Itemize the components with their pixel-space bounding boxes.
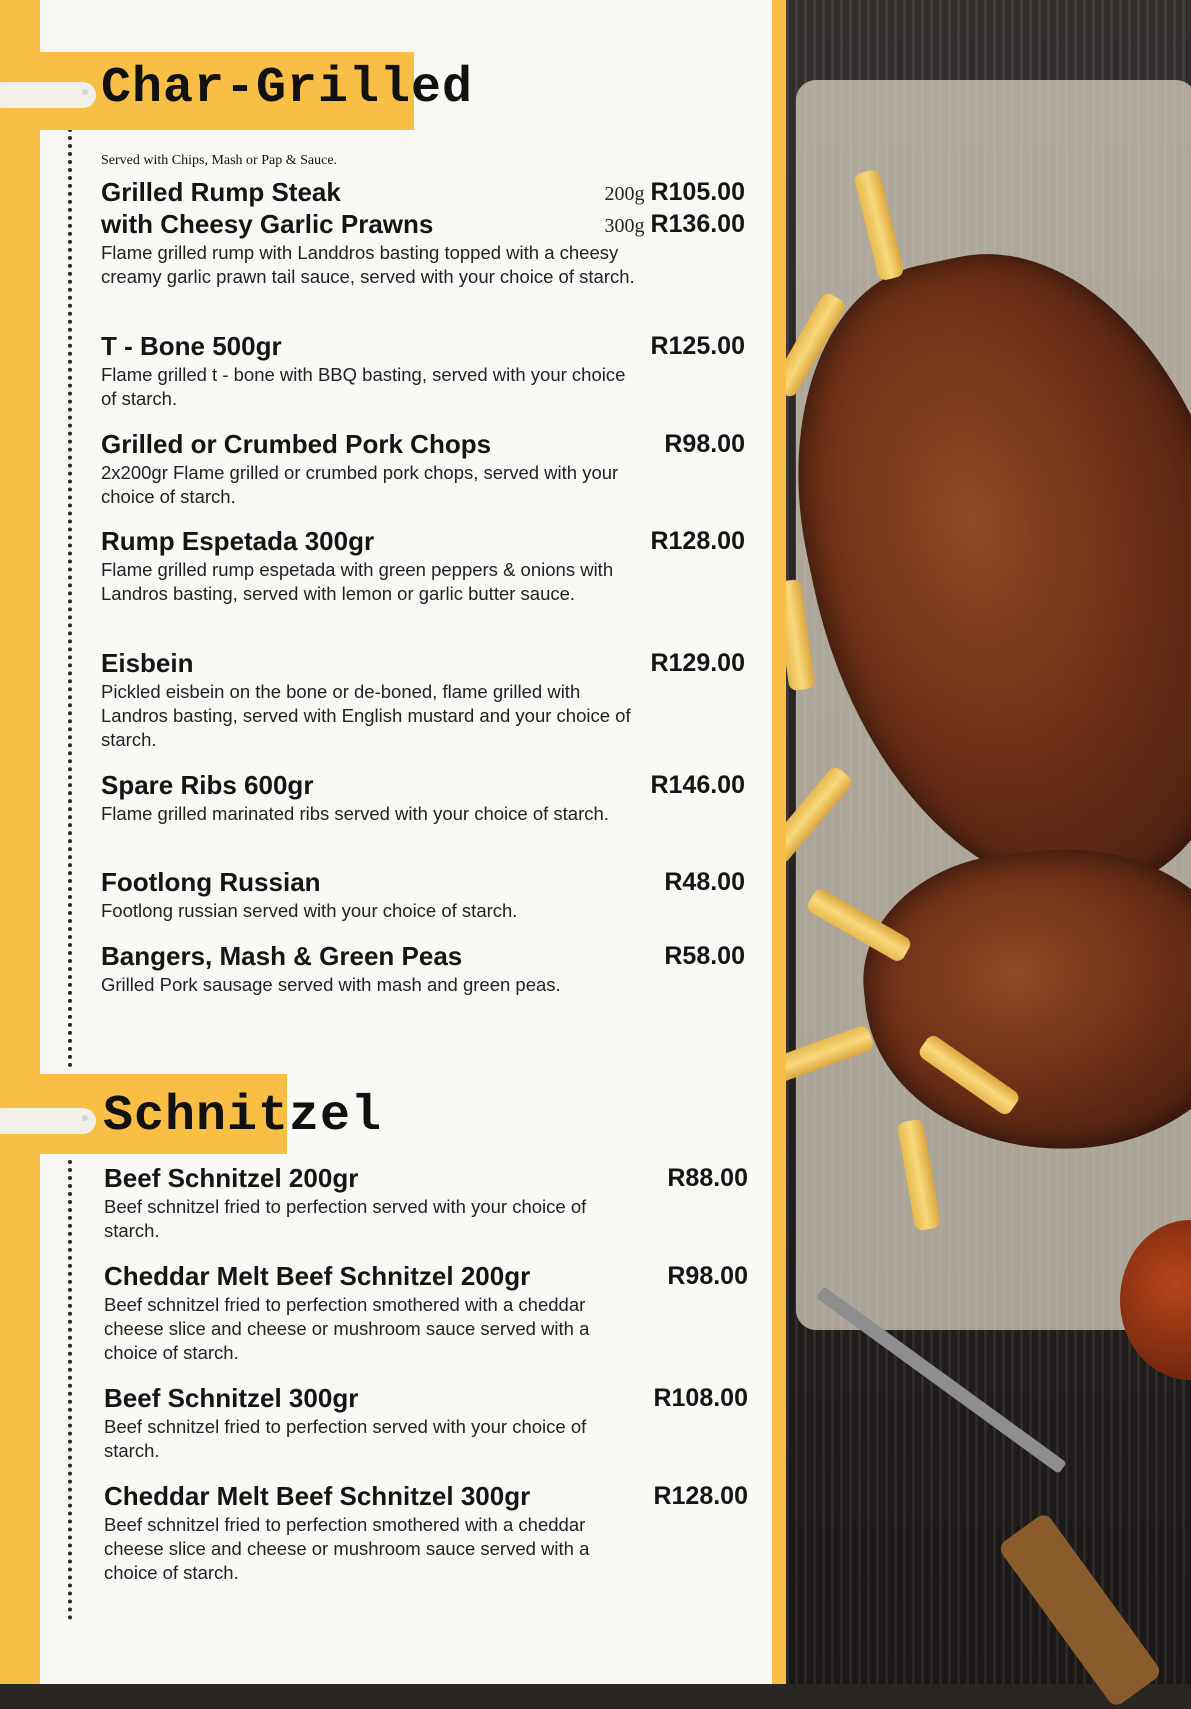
menu-item bbox=[101, 428, 745, 509]
ribs-photo bbox=[786, 0, 1191, 1684]
item-name: Beef Schnitzel 200gr bbox=[104, 1163, 359, 1193]
item-description: Beef schnitzel fried to perfection served with your choice of starch. bbox=[104, 1196, 587, 1241]
menu-item bbox=[101, 866, 745, 923]
menu-item bbox=[101, 769, 745, 826]
menu-item bbox=[101, 647, 745, 752]
item-weight: 200g bbox=[604, 183, 645, 205]
item-name: Eisbein bbox=[101, 648, 194, 678]
section-title: Char-Grilled bbox=[101, 60, 474, 117]
item-price: R128.00 bbox=[653, 1482, 748, 1510]
item-name: Cheddar Melt Beef Schnitzel 300gr bbox=[104, 1481, 531, 1511]
item-price: R146.00 bbox=[650, 771, 745, 799]
item-price: R98.00 bbox=[664, 430, 745, 458]
menu-item bbox=[101, 330, 745, 411]
item-price: R48.00 bbox=[664, 868, 745, 896]
item-price bbox=[604, 208, 745, 242]
price-value: R105.00 bbox=[650, 178, 745, 206]
item-description: Flame grilled t - bone with BBQ basting, served with your choice of starch. bbox=[101, 364, 626, 409]
item-description: Pickled eisbein on the bone or de-boned, flame grilled with Landros basting, served with English mustard and your choice of starch. bbox=[101, 681, 631, 750]
item-name: Grilled Rump Steak bbox=[101, 177, 341, 207]
menu-item bbox=[101, 525, 745, 606]
item-description: Flame grilled marinated ribs served with your choice of starch. bbox=[101, 803, 609, 824]
knife-icon bbox=[0, 1108, 96, 1134]
item-price: R58.00 bbox=[664, 942, 745, 970]
item-price: R98.00 bbox=[667, 1262, 748, 1290]
dotted-guide bbox=[68, 128, 80, 1068]
item-price: R129.00 bbox=[650, 649, 745, 677]
item-name: Grilled or Crumbed Pork Chops bbox=[101, 429, 492, 459]
section-title: Schnitzel bbox=[103, 1088, 383, 1145]
dotted-guide bbox=[68, 1160, 80, 1620]
item-name: Beef Schnitzel 300gr bbox=[104, 1383, 359, 1413]
item-description: Beef schnitzel fried to perfection served with your choice of starch. bbox=[104, 1416, 587, 1461]
item-price: R108.00 bbox=[653, 1384, 748, 1412]
menu-item bbox=[104, 1162, 748, 1243]
item-description: Flame grilled rump espetada with green peppers & onions with Landros basting, served with lemon or garlic butter sauce. bbox=[101, 559, 614, 604]
item-description: Footlong russian served with your choice of starch. bbox=[101, 900, 518, 921]
item-price bbox=[604, 176, 745, 210]
knife-icon bbox=[0, 82, 96, 108]
photo-accent-band bbox=[772, 0, 786, 1684]
item-name: Cheddar Melt Beef Schnitzel 200gr bbox=[104, 1261, 531, 1291]
item-name: Rump Espetada 300gr bbox=[101, 526, 375, 556]
menu-item bbox=[101, 176, 745, 289]
item-name: Bangers, Mash & Green Peas bbox=[101, 941, 463, 971]
price-value: R136.00 bbox=[650, 210, 745, 238]
item-price: R125.00 bbox=[650, 332, 745, 360]
item-price: R88.00 bbox=[667, 1164, 748, 1192]
menu-item bbox=[104, 1382, 748, 1463]
section-note: Served with Chips, Mash or Pap & Sauce. bbox=[101, 153, 338, 168]
menu-item bbox=[104, 1480, 748, 1585]
item-price: R128.00 bbox=[650, 527, 745, 555]
item-name: Footlong Russian bbox=[101, 867, 321, 897]
item-name-line2: with Cheesy Garlic Prawns bbox=[101, 209, 434, 239]
item-description: Beef schnitzel fried to perfection smothered with a cheddar cheese slice and cheese or mushroom sauce served with a choice of starch. bbox=[104, 1294, 590, 1363]
item-description: Flame grilled rump with Landdros basting topped with a cheesy creamy garlic prawn tail sauce, served with your choice of starch. bbox=[101, 242, 635, 287]
item-description: Grilled Pork sausage served with mash and green peas. bbox=[101, 974, 561, 995]
item-name: Spare Ribs 600gr bbox=[101, 770, 314, 800]
menu-item bbox=[101, 940, 745, 997]
left-accent-band bbox=[0, 0, 40, 1684]
menu-item bbox=[104, 1260, 748, 1365]
item-description: 2x200gr Flame grilled or crumbed pork chops, served with your choice of starch. bbox=[101, 462, 619, 507]
item-name: T - Bone 500gr bbox=[101, 331, 282, 361]
item-description: Beef schnitzel fried to perfection smothered with a cheddar cheese slice and cheese or mushroom sauce served with a choice of starch. bbox=[104, 1514, 590, 1583]
item-weight: 300g bbox=[604, 215, 645, 237]
